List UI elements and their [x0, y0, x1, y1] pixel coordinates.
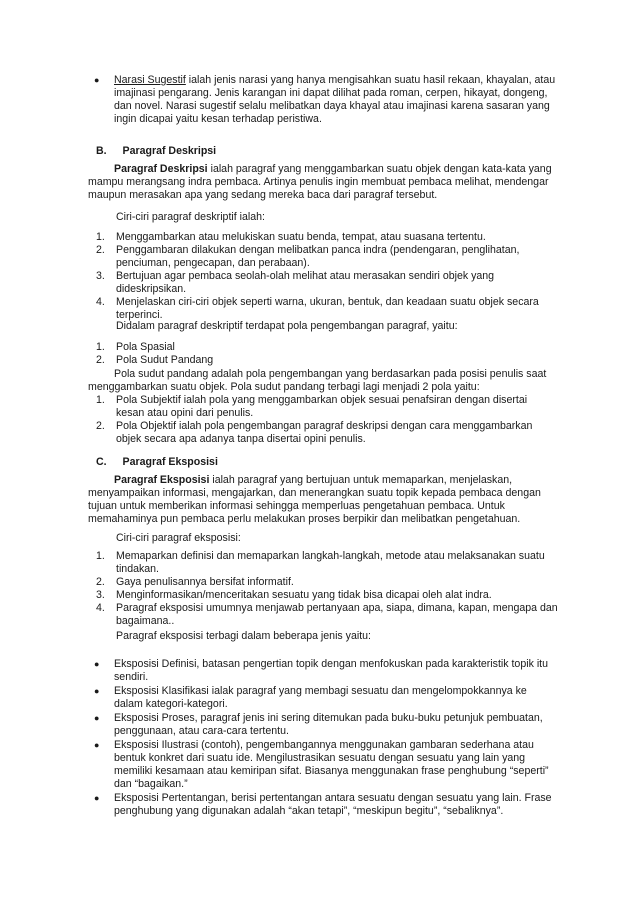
section-b-pola-list: [96, 341, 558, 367]
list-item: [96, 602, 558, 628]
list-item: [96, 231, 558, 244]
section-b-title: Paragraf Deskripsi: [122, 145, 217, 157]
section-c-ciri-intro: [116, 532, 241, 545]
section-c-title: Paragraf Eksposisi: [122, 456, 218, 468]
list-text: Eksposisi Definisi, batasan pengertian topik dengan menfokuskan pada karakteristik topik itu sendiri.: [114, 658, 549, 683]
list-text: Pola Sudut Pandang: [116, 354, 214, 366]
section-c-jenis-intro-text: Paragraf eksposisi terbagi dalam beberapa jenis yaitu:: [116, 630, 371, 642]
section-c-jenis-intro: [116, 630, 371, 643]
list-number: 4.: [96, 296, 105, 308]
list-text: Gaya penulisannya bersifat informatif.: [116, 576, 294, 588]
list-number: 3.: [96, 270, 105, 282]
list-number: 2.: [96, 420, 105, 432]
list-item: [96, 589, 558, 602]
list-text: Menjelaskan ciri-ciri objek seperti warna, ukuran, bentuk, dan keadaan suatu objek secara terperinci.: [116, 296, 539, 321]
bullet-icon: ●: [94, 686, 100, 696]
section-b-ciri-list: [96, 231, 558, 322]
section-b-ciri-intro: [116, 211, 265, 224]
section-b-pola-intro: [116, 320, 458, 333]
list-item: [94, 739, 558, 791]
section-c-term: Paragraf Eksposisi: [114, 474, 210, 486]
list-item: [96, 296, 558, 322]
list-text: Pola Spasial: [116, 341, 175, 353]
list-number: 2.: [96, 354, 105, 366]
list-item: [96, 576, 558, 589]
list-item: [96, 354, 558, 367]
list-text: Bertujuan agar pembaca seolah-olah melihat atau merasakan sendiri objek yang dideskripsikan.: [116, 270, 495, 295]
list-number: 4.: [96, 602, 105, 614]
list-item: [96, 394, 558, 420]
intro-text: ialah jenis narasi yang hanya mengisahkan suatu hasil rekaan, khayalan, atau imajinasi pengarang. Jenis karangan ini dapat dilihat pada roman, cerpen, hikayat, dongeng, dan novel. Narasi sugestif selalu melibatkan daya khayal atau imajinasi karena sasaran yang ingin dicapai yaitu kesan terhadap peristiwa.: [114, 74, 556, 125]
list-text: Pola Objektif ialah pola pengembangan paragraf deskripsi dengan cara menggambarkan objek secara apa adanya tanpa disertai opini penulis.: [116, 420, 533, 445]
list-item: [96, 550, 558, 576]
section-b-sudut-text: Pola sudut pandang adalah pola pengembangan yang berdasarkan pada posisi penulis saat menggambarkan suatu objek. Pola sudut pandang terbagi lagi menjadi 2 pola yaitu:: [88, 368, 547, 393]
section-c-paragraph: [88, 474, 558, 526]
list-number: 1.: [96, 341, 105, 353]
list-item: [96, 341, 558, 354]
list-number: 1.: [96, 231, 105, 243]
list-text: Paragraf eksposisi umumnya menjawab pertanyaan apa, siapa, dimana, kapan, mengapa dan bagaimana..: [116, 602, 558, 627]
list-item: [94, 658, 558, 684]
list-item: [94, 792, 558, 818]
intro-term: Narasi Sugestif: [114, 74, 186, 86]
intro-bullet: [94, 74, 558, 126]
list-item: [96, 420, 558, 446]
section-b-paragraph: [88, 163, 558, 202]
list-number: 2.: [96, 576, 105, 588]
list-text: Eksposisi Ilustrasi (contoh), pengembangannya menggunakan gambaran sederhana atau bentuk konkret dari suatu ide. Mengilustrasikan sesuatu dengan sesuatu yang lain yang memiliki kesamaan atau kemiripan sifat. Biasanya menggunakan frase penghubung “seperti” dan “bagaikan.”: [114, 739, 549, 790]
section-b-term: Paragraf Deskripsi: [114, 163, 208, 175]
list-number: 2.: [96, 244, 105, 256]
list-item: [96, 244, 558, 270]
bullet-icon: ●: [94, 75, 100, 85]
list-text: Menggambarkan atau melukiskan suatu benda, tempat, atau suasana tertentu.: [116, 231, 486, 243]
section-b-heading: [96, 145, 216, 158]
bullet-icon: ●: [94, 740, 100, 750]
list-text: Menginformasikan/menceritakan sesuatu yang tidak bisa dicapai oleh alat indra.: [116, 589, 492, 601]
section-b-ciri-intro-text: Ciri-ciri paragraf deskriptif ialah:: [116, 211, 265, 223]
section-b-sudut-list: [96, 394, 558, 446]
section-b-pola-intro-text: Didalam paragraf deskriptif terdapat pola pengembangan paragraf, yaitu:: [116, 320, 458, 332]
section-c-ciri-intro-text: Ciri-ciri paragraf eksposisi:: [116, 532, 241, 544]
list-text: Pola Subjektif ialah pola yang menggambarkan objek sesuai penafsiran dengan disertai kesan atau opini dari penulis.: [116, 394, 528, 419]
bullet-icon: ●: [94, 713, 100, 723]
list-text: Eksposisi Proses, paragraf jenis ini sering ditemukan pada buku-buku petunjuk pembuatan, penggunaan, atau cara-cara tertentu.: [114, 712, 543, 737]
section-c-jenis-list: [94, 658, 558, 818]
list-text: Eksposisi Pertentangan, berisi pertentangan antara sesuatu dengan sesuatu yang lain. Frase penghubung yang digunakan adalah “akan tetapi”, “meskipun begitu”, “sebaliknya”.: [114, 792, 552, 817]
section-c-heading: [96, 456, 218, 469]
list-item: [94, 685, 558, 711]
list-number: 1.: [96, 550, 105, 562]
section-c-text: ialah paragraf yang bertujuan untuk memaparkan, menjelaskan, menyampaikan informasi, mengajarkan, dan menerangkan suatu topik kepada pembaca dengan tujuan untuk memberikan informasi sehingga memperluas pengetahuan pembaca. Untuk memahaminya pun pembaca perlu melakukan proses berpikir dan melibatkan pengetahuan.: [88, 474, 541, 525]
list-number: 3.: [96, 589, 105, 601]
list-text: Memaparkan definisi dan memaparkan langkah-langkah, metode atau melaksanakan suatu tindakan.: [116, 550, 545, 575]
list-text: Penggambaran dilakukan dengan melibatkan panca indra (pendengaran, penglihatan, penciuman, pengecapan, dan perabaan).: [116, 244, 520, 269]
section-b-sudut-paragraph: [88, 368, 558, 394]
bullet-icon: ●: [94, 659, 100, 669]
section-c-ciri-list: [96, 550, 558, 628]
list-item: [96, 270, 558, 296]
list-number: 1.: [96, 394, 105, 406]
list-item: [94, 712, 558, 738]
section-c-marker: C.: [96, 456, 107, 468]
section-b-marker: B.: [96, 145, 107, 157]
list-text: Eksposisi Klasifikasi ialak paragraf yang membagi sesuatu dan mengelompokkannya ke dalam kategori-kategori.: [114, 685, 527, 710]
section-b-text: ialah paragraf yang menggambarkan suatu objek dengan kata-kata yang mampu merangsang indra pembaca. Artinya penulis ingin membuat pembaca melihat, mendengar maupun merasakan apa yang sedang mereka baca dari paragraf tersebut.: [88, 163, 552, 201]
bullet-icon: ●: [94, 793, 100, 803]
